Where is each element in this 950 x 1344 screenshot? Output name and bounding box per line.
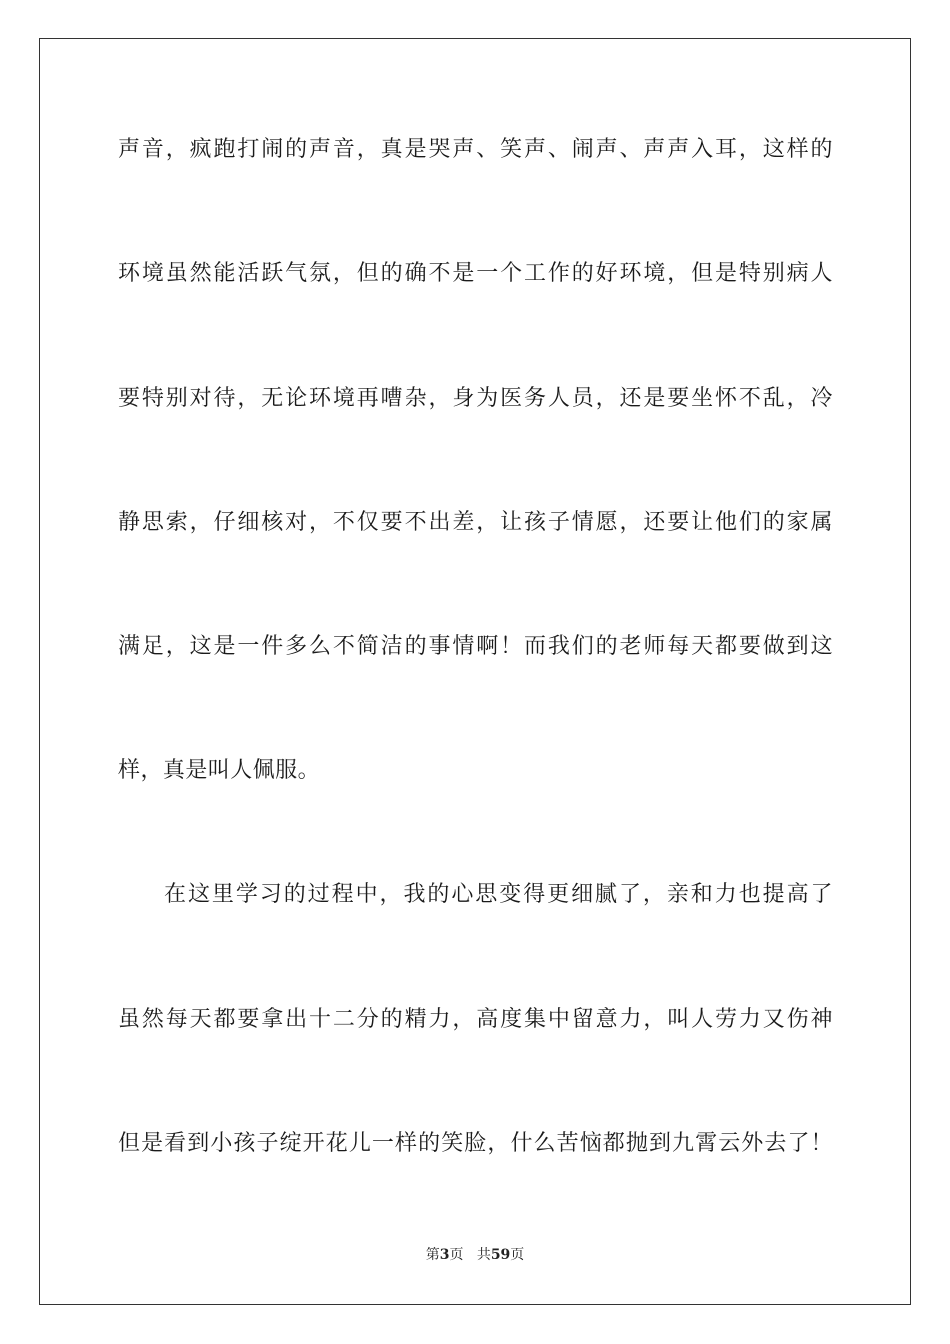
text-line-6: 样，真是叫人佩服。 (118, 758, 321, 783)
text-line-2: 环境虽然能活跃气氛，但的确不是一个工作的好环境，但是特别病人 (118, 261, 833, 286)
footer-page-suffix: 页 (449, 1247, 464, 1263)
page-footer (0, 1246, 950, 1264)
footer-total-pages: 59 (490, 1247, 511, 1263)
footer-total-prefix: 共 (476, 1247, 491, 1263)
text-line-4: 静思索，仔细核对，不仅要不出差，让孩子情愿，还要让他们的家属 (118, 510, 833, 535)
text-line-7: 在这里学习的过程中，我的心思变得更细腻了，亲和力也提高了 (164, 882, 833, 907)
footer-total-suffix: 页 (510, 1247, 525, 1263)
footer-current-page: 3 (439, 1247, 450, 1263)
page-border (39, 38, 911, 1305)
text-line-1: 声音，疯跑打闹的声音，真是哭声、笑声、闹声、声声入耳，这样的 (118, 137, 833, 162)
text-line-9: 但是看到小孩子绽开花儿一样的笑脸，什么苦恼都抛到九霄云外去了！ (118, 1131, 833, 1156)
text-line-5: 满足，这是一件多么不简洁的事情啊！而我们的老师每天都要做到这 (118, 634, 833, 659)
text-line-3: 要特别对待，无论环境再嘈杂，身为医务人员，还是要坐怀不乱，冷 (118, 386, 833, 411)
text-line-8: 虽然每天都要拿出十二分的精力，高度集中留意力，叫人劳力又伤神 (118, 1007, 833, 1032)
footer-page-prefix: 第 (425, 1247, 440, 1263)
